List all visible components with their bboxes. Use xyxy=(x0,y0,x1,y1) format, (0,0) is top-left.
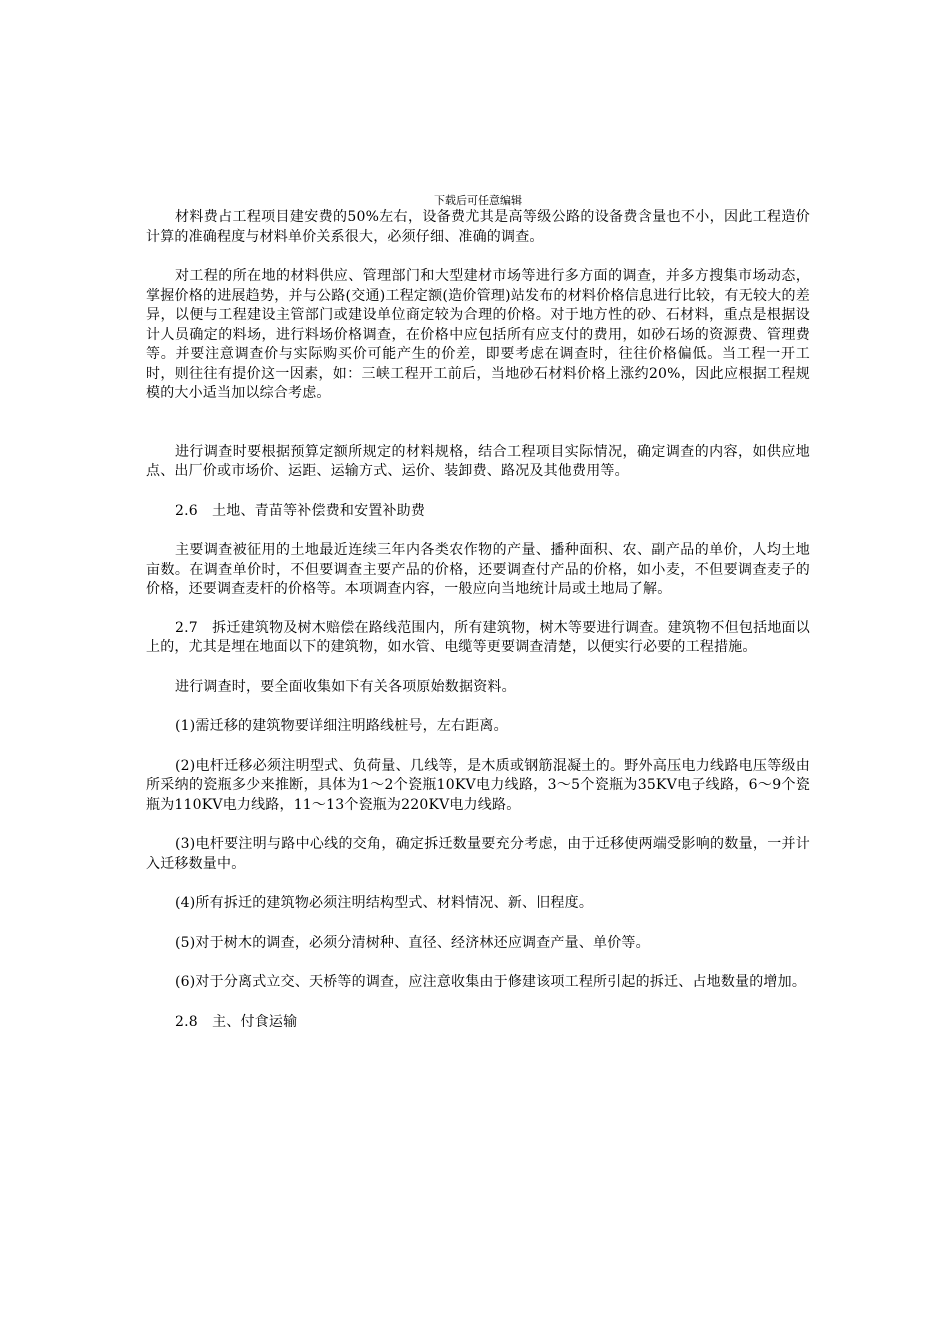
section-heading-2-6: 2.6 土地、青苗等补偿费和安置补助费 xyxy=(175,502,426,519)
list-item-6: (6)对于分离式立交、天桥等的调查，应注意收集由于修建该项工程所引起的拆迁、占地数量的增加。 xyxy=(175,974,807,990)
list-item-1: (1)需迁移的建筑物要详细注明路线桩号，左右距离。 xyxy=(175,718,508,734)
list-item-3: (3)电杆要注明与路中心线的交角，确定拆迁数量要充分考虑，由于迁移使两端受影响的数量，一并计入迁移数量中。 xyxy=(146,836,810,872)
header-note: 下载后可任意编辑 xyxy=(434,194,522,207)
paragraph-market-survey: 对工程的所在地的材料供应、管理部门和大型建材市场等进行多方面的调查，并多方搜集市场动态，掌握价格的进展趋势，并与公路(交通)工程定额(造价管理)站发布的材料价格信息进行比较，有无较大的差异，以便与工程建设主管部门或建设单位商定较为合理的价格。对于地方性的砂、石材料，重点是根据设计人员确定的料场，进行料场价格调查，在价格中应包括所有应支付的费用，如砂石场的资源费、管理费等。并要注意调查价与实际购买价可能产生的价差，即要考虑在调查时，往往价格偏低。当工程一开工时，则往往有提价这一因素，如：三峡工程开工前后，当地砂石材料价格上涨约20%，因此应根据工程规模的大小适当加以综合考虑。 xyxy=(146,268,810,401)
paragraph-land-survey: 主要调查被征用的土地最近连续三年内各类农作物的产量、播种面积、农、副产品的单价，人均土地亩数。在调查单价时，不但要调查主要产品的价格，还要调查付产品的价格，如小麦，不但要调查麦子的价格，还要调查麦杆的价格等。本项调查内容，一般应向当地统计局或土地局了解。 xyxy=(146,542,810,597)
list-item-2: (2)电杆迁移必须注明型式、负荷量、几线等，是木质或钢筋混凝土的。野外高压电力线路电压等级由所采纳的瓷瓶多少来推断，具体为1～2个瓷瓶10KV电力线路，3～5个瓷瓶为35KV电子线路，6～9个瓷瓶为110KV电力线路，11～13个瓷瓶为220KV电力线路。 xyxy=(146,757,810,813)
paragraph-collect-data: 进行调查时，要全面收集如下有关各项原始数据资料。 xyxy=(175,678,516,695)
paragraph-material-cost: 材料费占工程项目建安费的50%左右，设备费尤其是高等级公路的设备费含量也不小，因此工程造价计算的准确程度与材料单价关系很大，必须仔细、准确的调查。 xyxy=(146,209,810,245)
section-heading-2-8: 2.8 主、付食运输 xyxy=(175,1013,298,1030)
paragraph-demolition: 2.7 拆迁建筑物及树木赔偿在路线范围内，所有建筑物，树木等要进行调查。建筑物不但包括地面以上的，尤其是埋在地面以下的建筑物，如水管、电缆等更要调查清楚，以便实行必要的工程措施。 xyxy=(146,619,810,655)
list-item-5: (5)对于树木的调查，必须分清树种、直径、经济林还应调查产量、单价等。 xyxy=(175,934,650,951)
list-item-4: (4)所有拆迁的建筑物必须注明结构型式、材料情况、新、旧程度。 xyxy=(175,895,594,911)
paragraph-survey-content: 进行调查时要根据预算定额所规定的材料规格，结合工程项目实际情况，确定调查的内容，如供应地点、出厂价或市场价、运距、运输方式、运价、装卸费、路况及其他费用等。 xyxy=(146,443,810,479)
document-page xyxy=(146,194,810,1032)
